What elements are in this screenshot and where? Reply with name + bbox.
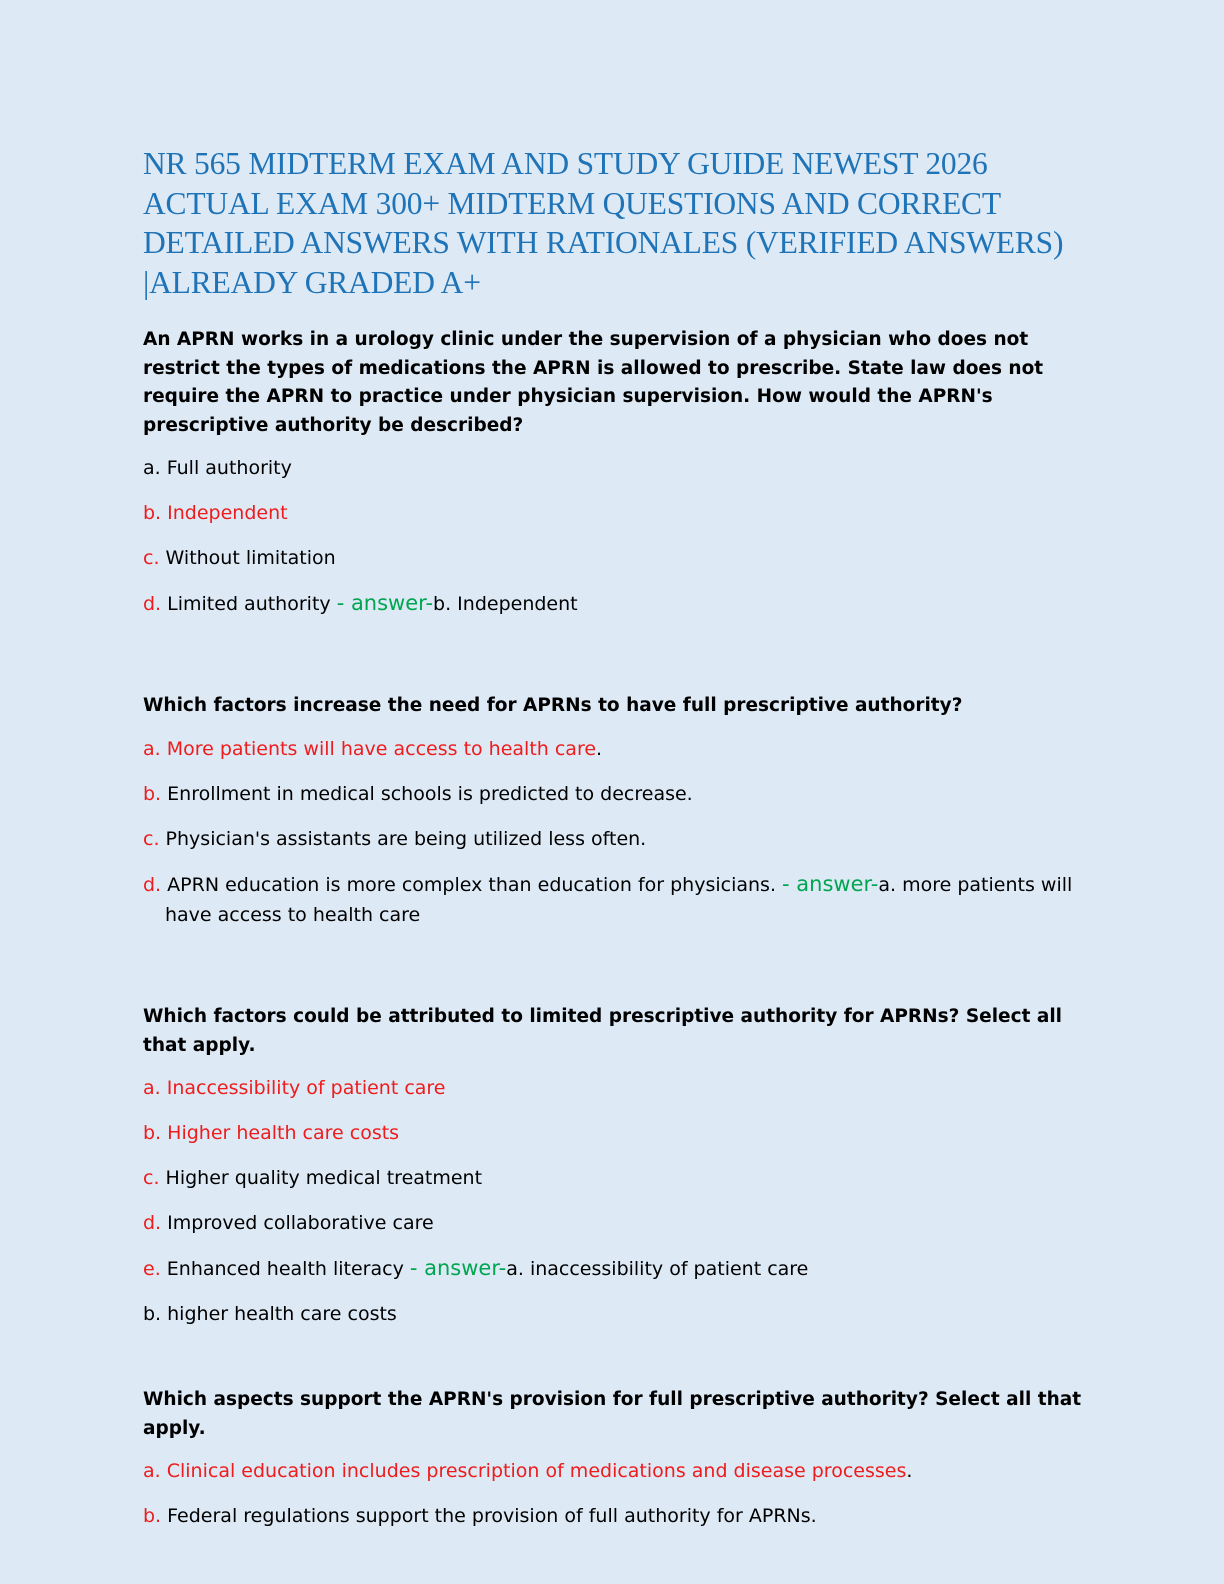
option-text: APRN education is more complex than education for physicians. — [167, 873, 776, 896]
option-text: Physician's assistants are being utilized less often. — [165, 827, 647, 850]
question-1 — [143, 326, 1084, 619]
option-text: Limited authority — [167, 593, 331, 616]
option-letter: b. — [143, 502, 162, 525]
question-2 — [143, 692, 1084, 930]
answer-text: a. inaccessibility of patient care — [506, 1258, 809, 1281]
option-tail: . — [906, 1460, 913, 1483]
option-text: Independent — [167, 502, 288, 525]
option-a — [143, 1456, 1084, 1486]
question-text: An APRN works in a urology clinic under the supervision of a physician who does not restrict the types of medications the APRN is allowed to prescribe. State law does not require the APRN to practice under physician supervision. How would the APRN's prescriptive authority be described? — [143, 329, 1044, 436]
option-a — [143, 453, 1084, 483]
option-letter: a. — [143, 457, 161, 480]
option-letter: c. — [143, 547, 160, 570]
answer-line-2 — [143, 1299, 1084, 1329]
option-tail: . — [596, 737, 603, 760]
option-text: Inaccessibility of patient care — [166, 1077, 446, 1100]
question-text: Which factors could be attributed to limited prescriptive authority for APRNs? Select all that apply. — [143, 1005, 1063, 1056]
answer-marker: - answer- — [336, 591, 434, 616]
option-letter: e. — [143, 1258, 161, 1281]
spacer — [143, 1344, 1084, 1386]
option-b — [143, 1118, 1084, 1148]
option-e — [143, 1253, 1084, 1284]
option-letter: d. — [143, 593, 162, 616]
option-b — [143, 498, 1084, 528]
option-d — [143, 1208, 1084, 1238]
answer-text: b. Independent — [433, 593, 578, 616]
option-text: Improved collaborative care — [167, 1212, 434, 1235]
option-text: Enrollment in medical schools is predicted to decrease. — [167, 782, 693, 805]
option-letter: d. — [143, 873, 162, 896]
question-3 — [143, 1003, 1084, 1329]
option-text: Enhanced health literacy — [166, 1258, 404, 1281]
option-a — [143, 734, 1084, 764]
option-b — [143, 1501, 1084, 1531]
answer-text: b. higher health care costs — [143, 1303, 397, 1326]
question-4 — [143, 1386, 1084, 1531]
option-letter: a. — [143, 1077, 161, 1100]
option-c — [143, 824, 1084, 854]
question-text: Which aspects support the APRN's provision for full prescriptive authority? Select all that apply. — [143, 1389, 1082, 1439]
question-text: Which factors increase the need for APRNs to have full prescriptive authority? — [143, 695, 963, 717]
option-c — [143, 543, 1084, 573]
option-text: Full authority — [166, 457, 292, 480]
option-text: Without limitation — [165, 547, 336, 570]
spacer — [143, 634, 1084, 692]
option-text: Higher quality medical treatment — [165, 1167, 483, 1190]
option-d — [143, 869, 1084, 930]
option-d — [143, 588, 1084, 619]
option-a — [143, 1073, 1084, 1103]
option-letter: d. — [143, 1212, 162, 1235]
option-text: More patients will have access to health care — [166, 737, 597, 760]
option-text: Higher health care costs — [167, 1122, 400, 1145]
answer-marker: - answer- — [409, 1256, 507, 1281]
option-letter: b. — [143, 782, 162, 805]
option-text: Federal regulations support the provision of full authority for APRNs. — [167, 1505, 817, 1528]
option-text: Clinical education includes prescription of medications and disease processes — [166, 1460, 907, 1483]
spacer — [143, 945, 1084, 1003]
option-letter: c. — [143, 827, 160, 850]
answer-text: a. more patients will have access to health care — [165, 873, 1073, 926]
option-letter: a. — [143, 1460, 161, 1483]
document-title: NR 565 MIDTERM EXAM AND STUDY GUIDE NEWEST 2026 ACTUAL EXAM 300+ MIDTERM QUESTIONS AND CORRECT DETAILED ANSWERS WITH RATIONALES (VERIFIED ANSWERS) |ALREADY GRADED A+ — [143, 146, 1064, 300]
answer-marker: - answer- — [782, 871, 879, 896]
option-letter: b. — [143, 1505, 162, 1528]
option-letter: b. — [143, 1122, 162, 1145]
option-c — [143, 1163, 1084, 1193]
option-letter: a. — [143, 737, 161, 760]
option-b — [143, 779, 1084, 809]
option-letter: c. — [143, 1167, 160, 1190]
